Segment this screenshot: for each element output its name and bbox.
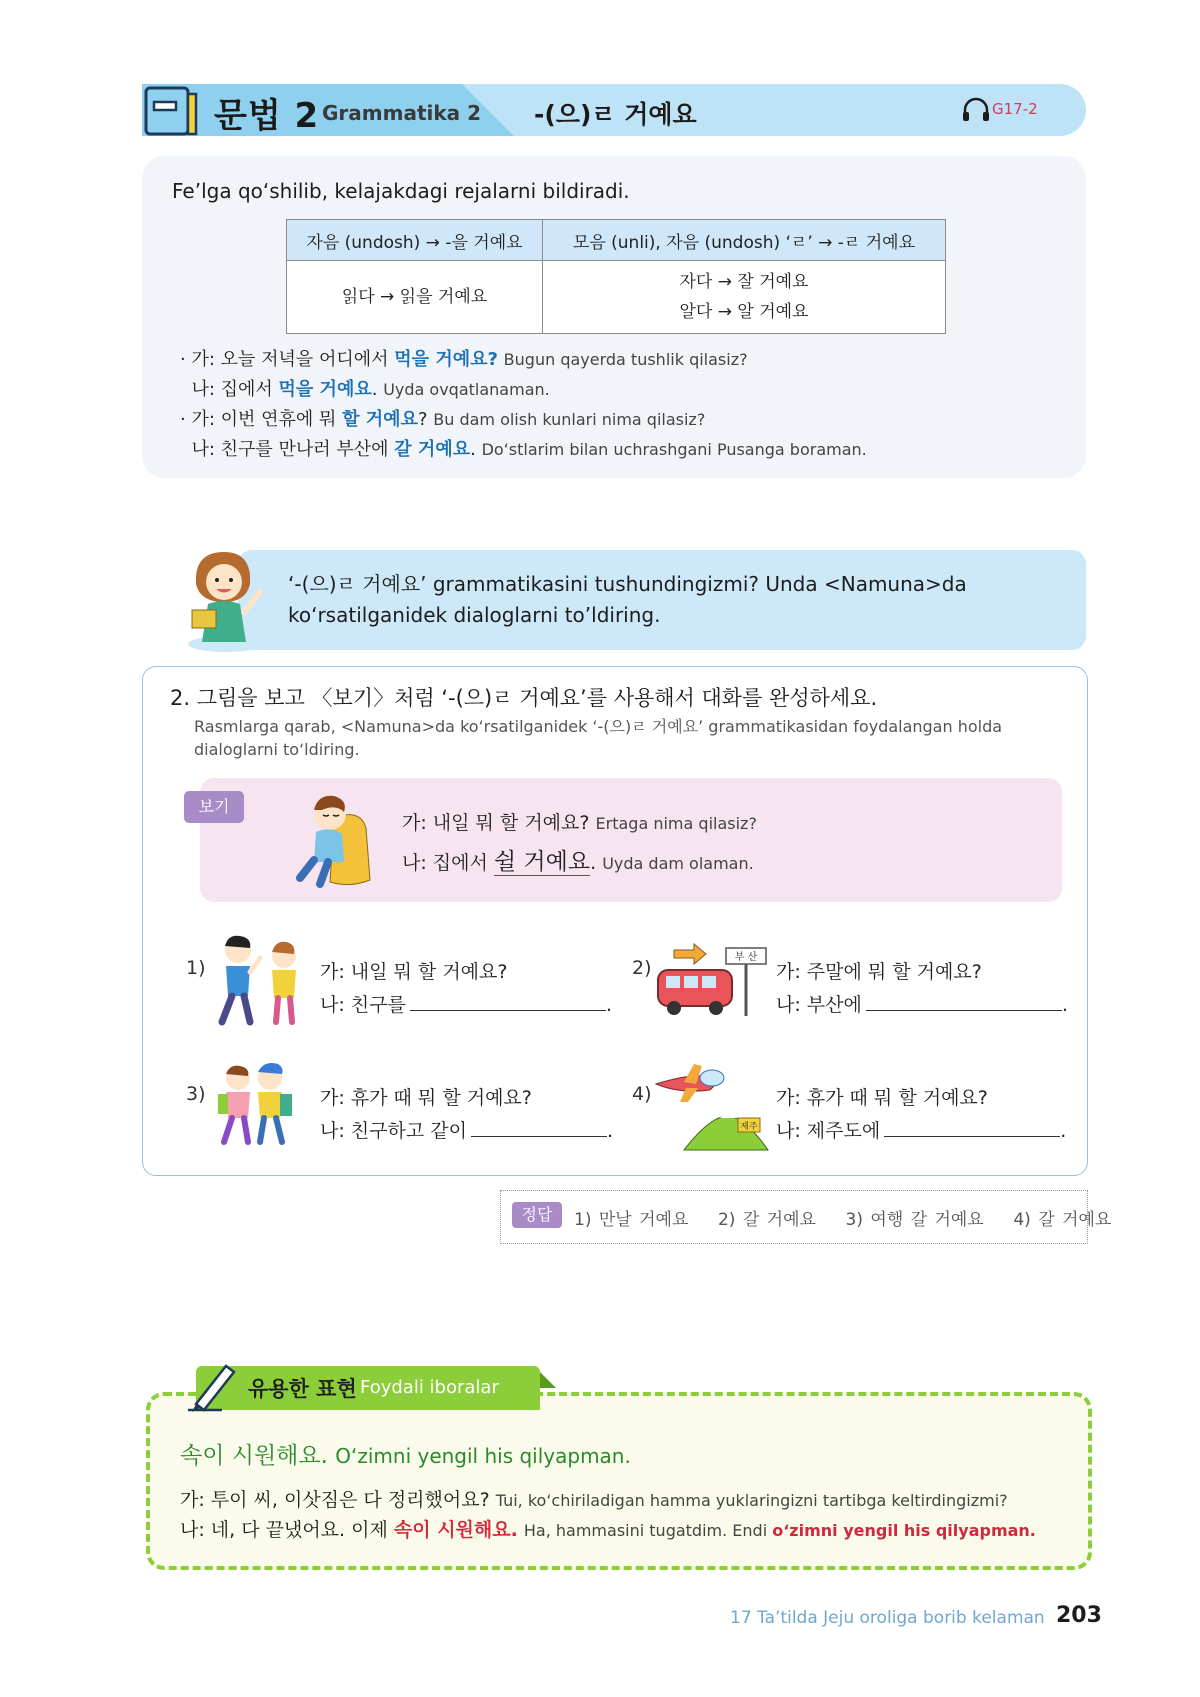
example-line: · 가: 오늘 저녁을 어디에서 먹을 거예요? Bugun qayerda tushlik qilasiz? — [180, 349, 748, 370]
item-answer-line: 나: 부산에 . — [776, 994, 1068, 1016]
pen-icon — [186, 1358, 240, 1412]
headphones-icon[interactable] — [962, 96, 990, 122]
item-answer-line: 나: 제주도에 . — [776, 1120, 1067, 1142]
conjugation-table — [286, 219, 946, 334]
item-question: 가: 휴가 때 뭐 할 거예요? — [776, 1087, 988, 1109]
useful-expression-title: 유용한 표현 — [248, 1377, 357, 1401]
item-number: 2) — [632, 957, 652, 979]
resting-boy-illustration — [290, 788, 376, 892]
example-line: 나: 집에서 먹을 거예요. Uyda ovqatlanaman. — [180, 379, 550, 400]
useful-expression-heading: 속이 시원해요. O‘zimni yengil his qilyapman. — [180, 1443, 631, 1469]
useful-dialog-line: 가: 투이 씨, 이삿짐은 다 정리했어요? Tui, ko‘chiriladigan hamma yuklaringizni tartibga keltirdingizmi? — [180, 1489, 1008, 1511]
speech-text: ‘-(으)ㄹ 거예요’ grammatikasini tushundingizmi? Unda <Namuna>da ko‘rsatilganidek dialoglarni to’ldiring. — [288, 572, 967, 627]
item-answer-line: 나: 친구하고 같이 . — [320, 1120, 614, 1142]
answer-blank[interactable] — [866, 1009, 1062, 1011]
plane-to-jeju-illustration — [650, 1056, 770, 1154]
example-question: 가: 내일 뭐 할 거예요? Ertaga nima qilasiz? — [402, 812, 757, 834]
sign-jeju: 제주 — [740, 1122, 758, 1132]
table-header-vowel: 모음 (unli), 자음 (undosh) ‘ㄹ’ → -ㄹ 거예요 — [542, 220, 945, 261]
lesson-footer: 17 Ta’tilda Jeju oroliga borib kelaman — [730, 1608, 1045, 1628]
friends-meeting-illustration — [214, 932, 306, 1026]
travel-friends-illustration — [214, 1060, 296, 1146]
bus-to-busan-illustration — [654, 942, 770, 1018]
table-header-consonant: 자음 (undosh) → -을 거예요 — [287, 220, 543, 261]
teacher-illustration — [186, 548, 276, 652]
example-line: 나: 친구를 만나러 부산에 갈 거예요. Do‘stlarim bilan uchrashgani Pusanga boraman. — [180, 439, 867, 460]
exercise-subtitle: Rasmlarga qarab, <Namuna>da ko‘rsatilganidek ‘-(으)ㄹ 거예요’ grammatikasidan foydalangan holda dialoglarni to‘ldiring. — [194, 717, 1003, 759]
useful-expression-title-uz: Foydali iboralar — [360, 1377, 499, 1398]
grammar-description: Fe’lga qo‘shilib, kelajakdagi rejalarni bildiradi. — [172, 179, 630, 203]
page-number: 203 — [1056, 1603, 1102, 1628]
lesson-title: 문법 2 — [214, 96, 320, 136]
table-example: 읽다 → 읽을 거예요 — [341, 287, 488, 307]
table-example: 알다 → 알 거예요 — [679, 302, 809, 322]
lesson-subtitle: Grammatika 2 — [322, 101, 482, 125]
example-line: · 가: 이번 연휴에 뭐 할 거예요? Bu dam olish kunlari nima qilasiz? — [180, 409, 706, 430]
sign-busan: 부 산 — [734, 952, 758, 963]
item-question: 가: 휴가 때 뭐 할 거예요? — [320, 1087, 532, 1109]
book-icon — [144, 86, 198, 136]
item-number: 4) — [632, 1083, 652, 1105]
useful-expression-box — [146, 1392, 1092, 1570]
table-cell-vowel — [542, 261, 945, 334]
answer-key-text: 1) 만날 거예요 2) 갈 거예요 3) 여행 갈 거예요 4) 갈 거예요 — [574, 1210, 1112, 1230]
example-answer-filled: 쉴 거예요 — [493, 849, 591, 875]
example-answer: 나: 집에서 쉴 거예요. Uyda dam olaman. — [402, 849, 754, 875]
answer-key-tag: 정답 — [512, 1202, 562, 1228]
example-tag: 보기 — [184, 791, 244, 823]
table-cell-consonant — [287, 261, 543, 334]
item-question: 가: 주말에 뭐 할 거예요? — [776, 961, 982, 983]
item-answer-line: 나: 친구를 . — [320, 994, 612, 1016]
answer-blank[interactable] — [884, 1135, 1060, 1137]
table-example: 자다 → 잘 거예요 — [679, 272, 809, 292]
item-number: 1) — [186, 957, 206, 979]
item-number: 3) — [186, 1083, 206, 1105]
item-question: 가: 내일 뭐 할 거예요? — [320, 961, 508, 983]
useful-dialog-line: 나: 네, 다 끝냈어요. 이제 속이 시원해요. Ha, hammasini tugatdim. Endi o‘zimni yengil his qilyapman. — [180, 1519, 1036, 1541]
answer-blank[interactable] — [471, 1135, 607, 1137]
audio-track-code[interactable]: G17-2 — [992, 100, 1038, 118]
grammar-topic: -(으)ㄹ 거예요 — [534, 100, 697, 129]
answer-blank[interactable] — [410, 1009, 606, 1011]
exercise-title: 2. 그림을 보고 〈보기〉처럼 ‘-(으)ㄹ 거예요’를 사용해서 대화를 완성하세요. — [170, 686, 878, 710]
